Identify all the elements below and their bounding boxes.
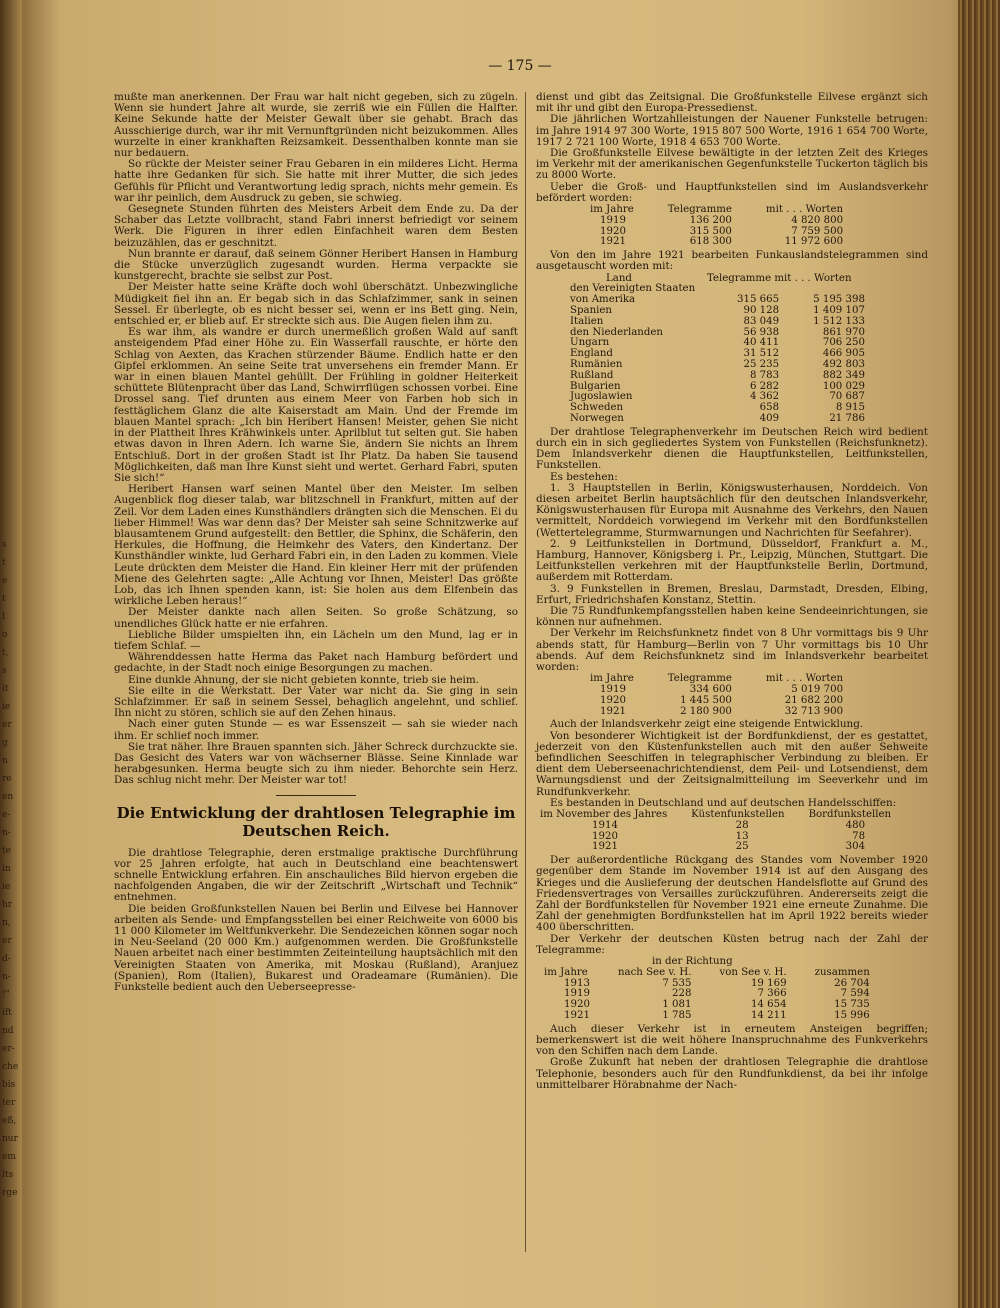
table-cell: 409 [759, 412, 780, 424]
table-cell: 882 349 [822, 369, 865, 381]
article-paragraph: Die drahtlose Telegraphie, deren erstmalige praktische Durchführung vor 25 Jahren erfolgte, hat auch in Deutschland eine beachtenswert schnelle Entwicklung erfahren. Ein anschauliches Bild hiervon ergeben die nachfolgenden Angaben, die wir der Zeitschrift „Wirtschaft und Technik“ entnehmen. [114, 846, 518, 904]
table-cell: 11 972 600 [784, 236, 844, 248]
table-cell: 21 786 [829, 412, 865, 424]
table-cell: 618 300 [689, 236, 732, 248]
previous-page-fragment: in [2, 864, 11, 874]
article-paragraph: Der Verkehr der deutschen Küsten betrug nach der Zahl der Telegramme: [536, 932, 928, 956]
article-paragraph: Der drahtlose Telegraphenverkehr im Deutschen Reich wird bedient durch ein in sich gegliedertes System von Funkstellen (Reichsfunknetz). Dem Inlandsverkehr dienen die Hauptfunkstellen, Leitfunkstellen, Funkstellen. [536, 425, 928, 472]
previous-page-fragment: eß, [2, 1116, 17, 1126]
story-paragraph: Eine dunkle Ahnung, der sie nicht gebieten konnte, trieb sie heim. [128, 673, 479, 686]
table-group-header: in der Richtung [651, 956, 733, 968]
table-cell: 5 195 398 [813, 294, 865, 306]
previous-page-fragment: er- [2, 1044, 15, 1054]
table-cell: 83 049 [743, 315, 780, 327]
table-cell: den Vereinigten Staaten [570, 283, 696, 295]
table-cell: 2 180 900 [680, 705, 732, 717]
article-paragraph: Die Großfunkstelle Eilvese bewältigte in der letzten Zeit des Krieges im Verkehr mit der amerikanischen Gegenfunkstelle Tuckerton täglich bis zu 8000 Worte. [536, 147, 928, 182]
previous-page-fragment: t [2, 594, 6, 604]
table-auslandsverkehr [586, 205, 847, 248]
table-cell: 13 [735, 830, 749, 842]
previous-page-fragment: en [2, 792, 14, 802]
previous-page-fragment: e- [2, 810, 11, 820]
table-cell: Schweden [570, 402, 624, 414]
page-number: — 175 — [488, 58, 552, 74]
table-header: im Jahre [590, 673, 634, 685]
table-cell: 4 820 800 [791, 214, 844, 226]
previous-page-fragment: er [2, 720, 12, 730]
previous-page-fragment: nur [2, 1134, 18, 1144]
table-header: nach See v. H. [617, 966, 692, 978]
column-rule [525, 92, 526, 1252]
table-funkstellen [536, 810, 895, 853]
story-paragraph: Der Meister hatte seine Kräfte doch wohl überschätzt. Unbezwingliche Müdigkeit fiel ihn an. Er begab sich in das Schlafzimmer, sank in seinen Sessel. Er überlegte, ob es nicht besser sei, wenn er ins Bett ging. Nein, entschied er, er blieb auf. Er streckte sich aus. Die Augen fielen ihm zu. [114, 281, 518, 328]
previous-page-fragment: s [2, 666, 7, 676]
article-paragraph: Von besonderer Wichtigkeit ist der Bordfunkdienst, der es gestattet, jederzeit von den Küstenfunkstellen auch mit den außer Sehweite befindlichen Seeschiffen in telegraphischer Verbindung zu bleiben. Er dient dem Ueberseenachrichtendienst, dem Peil- und Lotsendienst, dem Warnungsdienst und der Zeitsignalmitteilung im Seeverkehr und im Rundfunkverkehr. [536, 729, 928, 798]
table-cell: 1920 [600, 694, 626, 706]
article-paragraph: Die jährlichen Wortzahlleistungen der Nauener Funkstelle betrugen: im Jahre 1914 97 300 Worte, 1915 807 500 Worte, 1916 1 654 700 Worte, 1917 2 721 100 Worte, 1918 4 653 700 Worte. [536, 113, 928, 148]
table-cell: 7 366 [757, 988, 787, 1000]
table-cell: 15 996 [834, 1010, 870, 1022]
left-column [114, 92, 518, 993]
table-row [566, 414, 869, 425]
table-cell: 7 594 [840, 988, 870, 1000]
article-paragraph: 2. 9 Leitfunkstellen in Dortmund, Düsseldorf, Frankfurt a. M., Hamburg, Hannover, Königsberg i. Pr., Leipzig, München, Stuttgart. Die Leitfunkstellen verkehren mit der Hauptfunkstelle Berlin, Dortmund, außerdem mit Rotterdam. [536, 537, 928, 584]
table-laender [566, 274, 869, 425]
table-cell: 8 783 [749, 369, 780, 381]
previous-page-fragment: s [2, 540, 7, 550]
previous-page-fragment: lts [2, 1170, 14, 1180]
previous-page-fragment: ie [2, 882, 11, 892]
table-cell: 228 [672, 988, 692, 1000]
article-paragraph: Es bestanden in Deutschland und auf deutschen Handelsschiffen: [550, 796, 897, 809]
previous-page-edge [0, 0, 22, 1308]
article-paragraph: Es bestehen: [550, 470, 618, 483]
story-paragraph: Nun brannte er darauf, daß seinem Gönner Heribert Hansen in Hamburg die Stücke unverzüglich zugesandt wurden. Herma verpackte sie kunstgerecht, brachte sie selbst zur Post. [114, 247, 518, 283]
story-paragraph: mußte man anerkennen. Der Frau war halt nicht gegeben, sich zu zügeln. Wenn sie hundert Jahre alt wurde, sie zerriß wie ein Füllen die Halfter. Keine Sekunde hatte der Meister Gewalt über sie gehabt. Brach das Ausschierige durch, war ihr mit Vernunftgründen nicht beizukommen. Alles wurzelte in einer krankhaften Reizsamkeit. Dessenthalben konnte man sie nur bedauern. [114, 91, 518, 160]
table-cell: 56 938 [743, 326, 780, 338]
table-header-row [536, 810, 895, 821]
table-row [536, 821, 895, 832]
table-cell: 466 905 [822, 348, 865, 360]
story-paragraph: Sie trat näher. Ihre Brauen spannten sich. Jäher Schreck durchzuckte sie. Das Gesicht des Vaters war von wächserner Blässe. Seine Kinnlade war herabgesunken. Herma beugte sich zu ihm nieder. Behorchte sein Herz. Das schlug nicht mehr. Der Meister war tot! [114, 740, 518, 787]
table-cell: 1921 [564, 1010, 590, 1022]
article-paragraph: Die beiden Großfunkstellen Nauen bei Berlin und Eilvese bei Hannover arbeiten als Sende- und Empfangsstellen bei einer Reichweite von 6000 bis 11 000 Kilometer im Weltfunkverkehr. Die Sendezeichen können sogar noch in Neu-Seeland (20 000 Km.) aufgenommen werden. Die Großfunkstelle Nauen arbeitet nach einer bestimmten Zeiteinteilung hauptsächlich mit den Vereinigten Staaten von Amerika, mit Moskau (Rußland), Aranjuez (Spanien), Rom (Italien), Bukarest und Oradeamare (Rumänien). Die Funkstelle bedient auch den Ueberseepresse- [114, 902, 518, 994]
table-cell: Jugoslawien [570, 391, 633, 403]
table-cell: 1921 [600, 236, 626, 248]
table-row [566, 371, 869, 382]
table-cell: 1 409 107 [813, 305, 865, 317]
story-paragraph: So rückte der Meister seiner Frau Gebaren in ein milderes Licht. Herma hatte ihre Gedanken für sich. Sie hatte mit ihrer Mutter, die sich jedes Gefühls für Pflicht und Verantwortung ledig sprach, nichts mehr gemein. Es war ihr peinlich, dem Ausdruck zu geben, sie schwieg. [114, 158, 518, 204]
previous-page-fragment: n, [2, 918, 11, 928]
article-paragraph: Auch dieser Verkehr ist in erneutem Ansteigen begriffen; bemerkenswert ist die weit höhere Inanspruchnahme des Funkverkehrs von den Schiffen nach dem Lande. [536, 1022, 928, 1058]
table-cell: 25 [735, 841, 749, 853]
table-row [566, 317, 869, 328]
table-row [540, 1000, 874, 1011]
page-content [30, 40, 960, 1290]
section-divider [276, 795, 356, 796]
article-title: Die Entwicklung der drahtlosen Telegraphie im Deutschen Reich. [116, 803, 516, 840]
previous-page-fragment: n [2, 756, 8, 766]
story-paragraph: Währenddessen hatte Herma das Paket nach Hamburg befördert und gedachte, in der Stadt noch einige Besorgungen zu machen. [114, 651, 518, 675]
table-cell: 658 [759, 402, 780, 414]
article-paragraph: Der außerordentliche Rückgang des Standes vom November 1920 gegenüber dem Stande im November 1914 ist auf den Ausgang des Krieges und die Auslieferung der deutschen Handelsflotte auf Grund des Friedensvertrages von Versailles zurückzuführen. Andererseits zeigt die Zahl der Bordfunkstellen für November 1921 eine erneute Zunahme. Die Zahl der genehmigten Bordfunkstellen hat im April 1922 bereits wieder 400 überschritten. [536, 854, 928, 934]
article-paragraph: Ueber die Groß- und Hauptfunkstellen sind im Auslandsverkehr befördert worden: [536, 180, 928, 204]
previous-page-fragment: er [2, 936, 12, 946]
table-header: Bordfunkstellen [808, 809, 892, 821]
previous-page-fragment: em [2, 1152, 16, 1162]
table-cell: 861 970 [822, 326, 865, 338]
table-cell: 40 411 [743, 337, 780, 349]
table-cell: 14 211 [750, 1010, 787, 1022]
table-cell: 1921 [600, 705, 626, 717]
article-paragraph: dienst und gibt das Zeitsignal. Die Großfunkstelle Eilvese ergänzt sich mit ihr und gibt den Europa-Pressedienst. [536, 91, 928, 115]
table-cell: 1 445 500 [680, 694, 732, 706]
table-cell: 136 200 [689, 214, 732, 226]
table-cell: 1919 [600, 684, 626, 696]
previous-page-fragment: bis [2, 1080, 16, 1090]
table-cell: 31 512 [743, 348, 780, 360]
table-cell: 25 235 [743, 359, 780, 370]
table-cell: 1920 [592, 830, 618, 842]
table-header: von See v. H. [719, 966, 787, 978]
table-cell: den Niederlanden [570, 326, 663, 338]
previous-page-fragment: t [2, 558, 6, 568]
previous-page-fragment: n- [2, 972, 11, 982]
table-cell: 315 665 [736, 294, 780, 306]
table-header: Telegramme [667, 204, 732, 216]
article-paragraph: Auch der Inlandsverkehr zeigt eine steigende Entwicklung. [550, 718, 864, 731]
previous-page-fragment: t, [2, 648, 9, 658]
previous-page-fragment: e [2, 576, 8, 586]
table-cell: 1919 [600, 214, 626, 226]
previous-page-fragment: rge [2, 1188, 18, 1198]
table-header: Land [606, 272, 632, 284]
table-cell: von Amerika [570, 294, 636, 306]
table-cell: 19 169 [750, 977, 787, 989]
previous-page-fragment: ter [2, 1098, 16, 1108]
table-cell: 315 500 [689, 225, 732, 237]
table-row [540, 1011, 874, 1022]
table-kuestenverkehr [540, 957, 874, 1022]
table-cell: Rußland [570, 369, 614, 381]
table-cell: Bulgarien [570, 380, 621, 392]
table-cell: 1 785 [662, 1010, 692, 1022]
article-paragraph: Große Zukunft hat neben der drahtlosen Telegraphie die drahtlose Telephonie, besonders auch für den Rundfunkdienst, da bei ihr infolge unmittelbarer Hörabnahme der Nach- [536, 1056, 928, 1091]
table-cell: 6 282 [749, 380, 780, 392]
table-cell: 1920 [564, 999, 590, 1011]
table-cell: 100 029 [822, 380, 865, 392]
table-cell: 21 682 200 [784, 694, 844, 706]
table-cell: 28 [735, 819, 749, 831]
table-cell: 90 128 [743, 305, 780, 317]
story-paragraph: Gesegnete Stunden führten des Meisters Arbeit dem Ende zu. Da der Schaber das Letzte vollbracht, stand Fabri innerst befriedigt vor seinem Werk. Die Figuren in ihrer edlen Einfachheit waren dem Besten beizuzählen, das er geschnitzt. [114, 203, 518, 249]
table-cell: 1 081 [662, 999, 692, 1011]
table-header: zusammen [814, 966, 870, 978]
previous-page-fragment: !" [2, 990, 10, 1000]
table-header: im Jahre [544, 966, 588, 978]
article-paragraph: 3. 9 Funkstellen in Bremen, Breslau, Darmstadt, Dresden, Elbing, Erfurt, Friedrichshafen Konstanz, Stettin. [536, 582, 928, 606]
table-cell: 78 [852, 830, 866, 842]
table-cell: 4 362 [749, 391, 780, 403]
story-paragraph: Sie eilte in die Werkstatt. Der Vater war nicht da. Sie ging in sein Schlafzimmer. Er saß in seinem Sessel, behaglich angelehnt, und schlief. Ihn nicht zu stören, schlich sie auf den Zehen hinaus. [114, 684, 518, 720]
table-cell: 15 735 [834, 999, 870, 1011]
table-cell: Spanien [570, 305, 612, 317]
article-paragraph: Die 75 Rundfunkempfangsstellen haben keine Sendeeinrichtungen, sie können nur aufnehmen. [536, 605, 928, 629]
table-header: im November des Jahres [540, 809, 668, 821]
table-cell: 1921 [592, 841, 618, 853]
table-cell: Norwegen [570, 412, 624, 424]
table-header: Telegramme [667, 673, 732, 685]
table-header: mit . . . Worten [765, 204, 844, 216]
table-cell: 1 512 133 [813, 315, 865, 327]
previous-page-fragment: re [2, 774, 12, 784]
previous-page-fragment: te [2, 846, 11, 856]
previous-page-fragment: it [2, 684, 9, 694]
table-cell: 1914 [592, 819, 618, 831]
table-row [586, 707, 847, 718]
table-header: Küstenfunkstellen [691, 809, 785, 821]
story-paragraph: Heribert Hansen warf seinen Mantel über den Meister. Im selben Augenblick flog dieser talab, war blitzschnell in Frankfurt, mitten auf der Zeil. Vor dem Laden eines Kunsthändlers drängten sich die Menschen. Ei du lieber Himmel! Was war denn das? Der Meister sah seine Schnitzwerke auf blausamtenem Grund aufgestellt: den Bettler, die Sphinx, die Schäferin, den Herkules, die Hoffnung, die Heimkehr des Vaters, den Kindertanz. Der Kunsthändler winkte, lud Gerhard Fabri ein, in den Laden zu kommen. Viele Leute drückten dem Meister die Hand. Ein kleiner Herr mit der prüfenden Miene des Gelehrten sagte: „Alle Achtung vor Ihnen, Meister! Das größte Lob, das ich Ihnen spenden kann, ist: Sie holen aus dem Elfenbein das wirkliche Leben heraus!“ [114, 483, 518, 608]
story-paragraph: Es war ihm, als wandre er durch unermeßlich großen Wald auf sanft ansteigendem Pfad einer Höhe zu. Ein Wasserfall rauschte, er hörte den Schlag von Aexten, das Krachen stürzender Bäume. Endlich hatte er den Gipfel erklommen. An seine Seite trat unversehens ein fremder Mann. Er war in einen blauen Mantel gehüllt. Der Frühling in goldner Heiterkeit schüttete Blütenpracht über das Land, Schwirrflügen schossen vorbei. Eine Drossel sang. Tief drunten aus einem Meer von Farben hob sich in festtäglichem Glanz die alte Kaiserstadt am Main. Und der Fremde im blauen Mantel sprach: „Ich bin Heribert Hansen! Meister, gehen Sie nicht in der Plattheit Ihres Krähwinkels unter. Aprilblut tut selten gut. Sie haben etwas davon in Ihren Adern. Ich warne Sie, ändern Sie nichts an Ihrem Entschluß. Dort in der großen Stadt ist Ihr Platz. Da haben Sie tausend Möglichkeiten, daß man Ihre Kunst sieht und wertet. Gerhard Fabri, sputen Sie sich!“ [114, 326, 518, 484]
previous-page-fragment: l [2, 612, 5, 622]
table-cell: 8 915 [835, 402, 865, 414]
article-paragraph: 1. 3 Hauptstellen in Berlin, Königswusterhausen, Norddeich. Von diesen arbeitet Berlin hauptsächlich für den deutschen Inlandsverkehr, Königswusterhausen für Europa mit Ausnahme des Verkehrs, den Nauen vermittelt, Norddeich vorwiegend im Verkehr mit den Bordfunkstellen (Wettertelegramme, Sturmwarnungen und Nachrichten für Seefahrer). [536, 481, 928, 539]
table-cell: 1920 [600, 225, 626, 237]
table-header-row [540, 968, 874, 979]
table-inlandsverkehr [586, 674, 847, 717]
table-row [586, 237, 847, 248]
book-binding-edge [958, 0, 1000, 1308]
table-header: mit . . . Worten [765, 673, 844, 685]
table-cell: 14 654 [750, 999, 787, 1011]
table-cell: 1919 [564, 988, 590, 1000]
previous-page-fragment: che [2, 1062, 19, 1072]
table-cell: 5 019 700 [791, 684, 844, 696]
table-row [536, 842, 895, 853]
table-cell: 70 687 [829, 391, 865, 403]
table-row [536, 832, 895, 843]
table-row [586, 216, 847, 227]
previous-page-fragment: nd [2, 1026, 14, 1036]
table-cell: 492 803 [822, 359, 865, 370]
table-cell: Ungarn [570, 337, 610, 349]
previous-page-fragment: ie [2, 702, 11, 712]
story-paragraph: Nach einer guten Stunde — es war Essenszeit — sah sie wieder nach ihm. Er schlief noch immer. [114, 718, 518, 742]
table-cell: 1913 [564, 977, 590, 989]
table-cell: 7 759 500 [791, 225, 844, 237]
table-cell: Italien [570, 315, 604, 327]
article-paragraph: Der Verkehr im Reichsfunknetz findet von 8 Uhr vormittags bis 9 Uhr abends statt, für Hamburg—Berlin von 7 Uhr vormittags bis 10 Uhr abends. Auf dem Reichsfunknetz sind im Inlandsverkehr bearbeitet worden: [536, 627, 928, 674]
table-cell: 26 704 [834, 977, 870, 989]
story-paragraph: Der Meister dankte nach allen Seiten. So große Schätzung, so unendliches Glück hatte er nie erfahren. [114, 606, 518, 630]
table-header: Telegramme mit . . . Worten [706, 272, 852, 284]
previous-page-fragment: ift [2, 1008, 12, 1018]
previous-page-fragment: n- [2, 828, 11, 838]
table-cell: 7 535 [662, 977, 692, 989]
table-cell: 304 [845, 841, 866, 853]
previous-page-fragment: hr [2, 900, 13, 910]
table-cell: England [570, 348, 613, 360]
previous-page-fragment: g [2, 738, 8, 748]
table-cell: 706 250 [822, 337, 865, 349]
table-row [540, 989, 874, 1000]
story-paragraph: Liebliche Bilder umspielten ihn, ein Lächeln um den Mund, lag er in tiefem Schlaf. — [114, 628, 518, 652]
table-cell: 480 [845, 819, 866, 831]
article-paragraph: Von den im Jahre 1921 bearbeiten Funkauslandstelegrammen sind ausgetauscht worden mit: [536, 249, 928, 273]
table-cell: 32 713 900 [784, 705, 844, 717]
table-header: im Jahre [590, 204, 634, 216]
table-row [540, 979, 874, 990]
previous-page-fragment: o [2, 630, 8, 640]
table-cell: Rumänien [570, 359, 623, 370]
right-column [536, 92, 928, 1091]
table-cell: 334 600 [689, 684, 732, 696]
previous-page-fragment: d- [2, 954, 11, 964]
